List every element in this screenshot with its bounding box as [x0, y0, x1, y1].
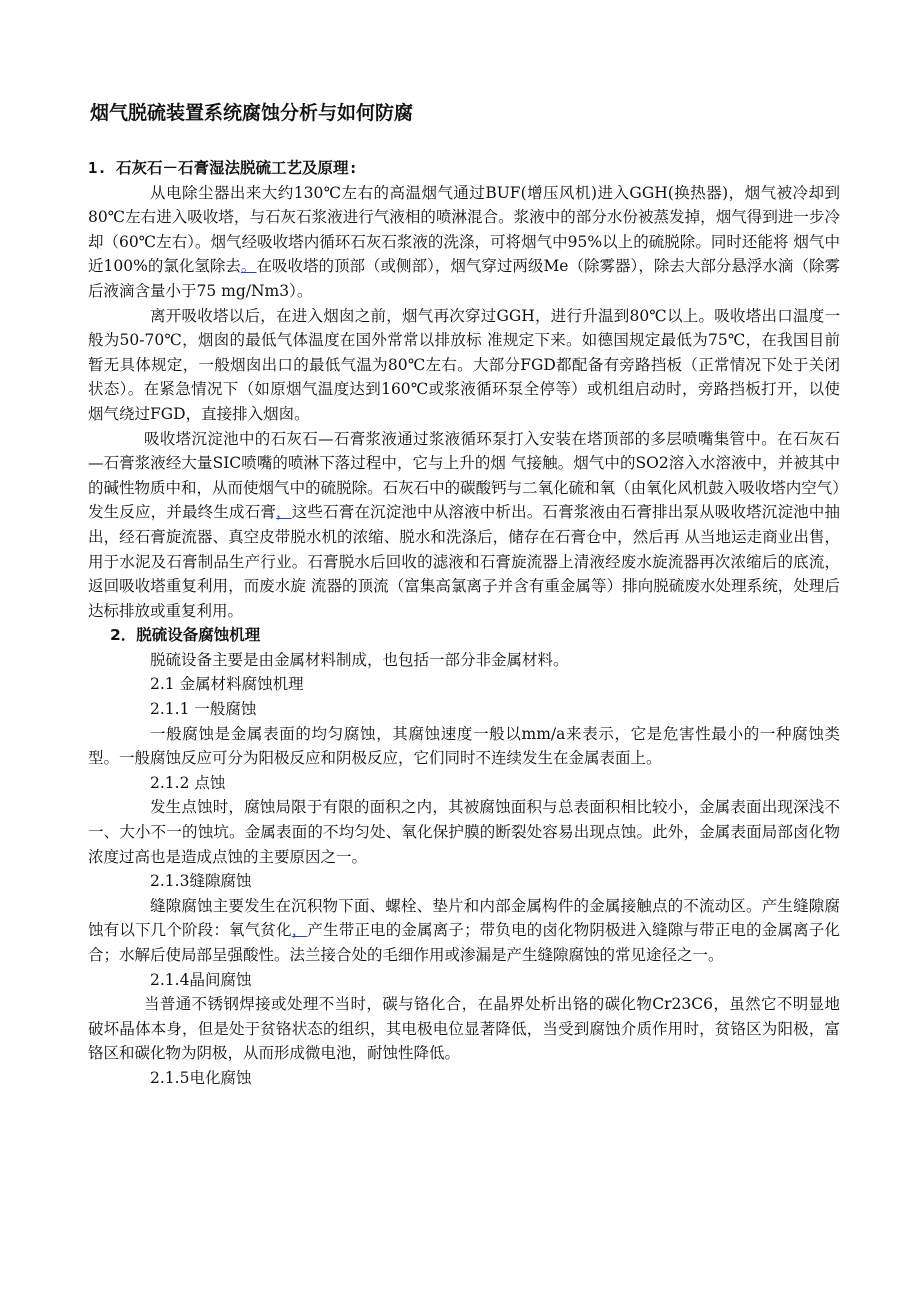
hyperlink-mark[interactable]: ，: [276, 503, 292, 522]
section-2-heading: 2．脱硫设备腐蚀机理: [110, 626, 261, 645]
paragraph-pitting: 发生点蚀时，腐蚀局限于有限的面积之内，其被腐蚀面积与总表面积相比较小，金属表面出现深浅不一、大小不一的蚀坑。金属表面的不均匀处、氧化保护膜的断裂处容易出现点蚀。此外，金属表面局部卤化物浓度过高也是造成点蚀的主要原因之一。: [88, 798, 840, 866]
heading-2-1: 2.1 金属材料腐蚀机理: [150, 675, 304, 694]
heading-2-1-4: 2.1.4晶间腐蚀: [150, 970, 252, 989]
paragraph-reheat: 离开吸收塔以后，在进入烟囱之前，烟气再次穿过GGH，进行升温到80℃以上。吸收塔出口温度一般为50-70℃，烟囱的最低气体温度在国外常常以排放标 准规定下来。如德国规定最低为75℃，在我国目前暂无具体规定，一般烟囱出口的最低气温为80℃左右。大部分FGD都配备有旁路挡板（正常情况下处于关闭 状态）。在紧急情况下（如原烟气温度达到160℃或浆液循环泵全停等）或机组启动时，旁路挡板打开，以使烟气绕过FGD，直接排入烟囱。: [88, 306, 840, 423]
hyperlink-mark[interactable]: ，: [291, 921, 308, 940]
heading-2-1-3: 2.1.3缝隙腐蚀: [150, 872, 252, 891]
heading-2-1-2: 2.1.2 点蚀: [150, 773, 226, 792]
paragraph-gypsum: [88, 427, 840, 624]
paragraph-text: 从电除尘器出来大约130℃左右的高温烟气通过BUF(增压风机)进入GGH(换热器)，烟气被冷却到80℃左右进入吸收塔，与石灰石浆液进行气液相的喷淋混合。浆液中的部分水份被蒸发掉，烟气得到进一步冷却（60℃左右）。烟气经吸收塔内循环石灰石浆液的洗涤，可将烟气中95%以上的硫脱除。同时还能将 烟气中近100%的氯化氢除去: [88, 183, 840, 276]
section-2-intro: 脱硫设备主要是由金属材料制成，也包括一部分非金属材料。: [150, 650, 569, 669]
paragraph-text: 产生带正电的金属离子；带负电的卤化物阴极进入缝隙与带正电的金属离子化合；水解后使局部呈强酸性。法兰接合处的毛细作用或渗漏是产生缝隙腐蚀的常见途径之一。: [88, 921, 840, 964]
section-1-heading: 1. 石灰石－石膏湿法脱硫工艺及原理:: [88, 159, 358, 177]
paragraph-text: 在吸收塔的顶部（或侧部），烟气穿过两级Me（除雾器），除去大部分悬浮水滴（除雾后液滴含量小于75 mg/Nm3）。: [88, 257, 840, 300]
paragraph-text: 这些石膏在沉淀池中从溶液中析出。石膏浆液由石膏排出泵从吸收塔沉淀池中抽出，经石膏旋流器、真空皮带脱水机的浓缩、脱水和洗涤后，储存在石膏仓中，然后再 从当地运走商业出售，用于水泥及石膏制品生产行业。石膏脱水后回收的滤液和石膏旋流器上清液经废水旋流器再次浓缩后的底流，返回吸收塔重复利用，而废水旋 流器的顶流（富集高氯离子并含有重金属等）排向脱硫废水处理系统，处理后达标排放或重复利用。: [88, 503, 840, 620]
paragraph-crevice: [88, 894, 840, 968]
heading-2-1-1: 2.1.1 一般腐蚀: [150, 700, 257, 719]
document-body: [88, 156, 840, 1091]
paragraph-process-intro: [88, 181, 840, 304]
paragraph-text: 吸收塔沉淀池中的石灰石—石膏浆液通过浆液循环泵打入安装在塔顶部的多层喷嘴集管中。在石灰石—石膏浆液经大量SIC喷嘴的喷淋下落过程中，它与上升的烟 气接触。烟气中的SO2溶入水溶液中，并被其中的碱性物质中和，从而使烟气中的硫脱除。石灰石中的碳酸钙与二氧化硫和氧（由氧化风机鼓入吸收塔内空气）发生反应，并最终生成石膏: [88, 429, 840, 522]
paragraph-general-corrosion: 一般腐蚀是金属表面的均匀腐蚀，其腐蚀速度一般以mm/a来表示，它是危害性最小的一种腐蚀类型。一般腐蚀反应可分为阳极反应和阴极反应，它们同时不连续发生在金属表面上。: [88, 724, 840, 768]
paragraph-text: 缝隙腐蚀主要发生在沉积物下面、螺栓、垫片和内部金属构件的金属接触点的不流动区。产生缝隙腐蚀有以下几个阶段：氧气贫化: [88, 896, 840, 940]
document-title: 烟气脱硫装置系统腐蚀分析与如何防腐: [90, 102, 414, 124]
heading-2-1-5: 2.1.5电化腐蚀: [150, 1068, 252, 1087]
paragraph-intergranular: 当普通不锈钢焊接或处理不当时，碳与铬化合，在晶界处析出铬的碳化物Cr23C6，虽然它不明显地破坏晶体本身，但是处于贫铬状态的组织，其电极电位显著降低，当受到腐蚀介质作用时，贫铬区为阳极，富铬区和碳化物为阴极，从而形成微电池，耐蚀性降低。: [88, 995, 840, 1063]
hyperlink-mark[interactable]: 。: [240, 257, 257, 276]
